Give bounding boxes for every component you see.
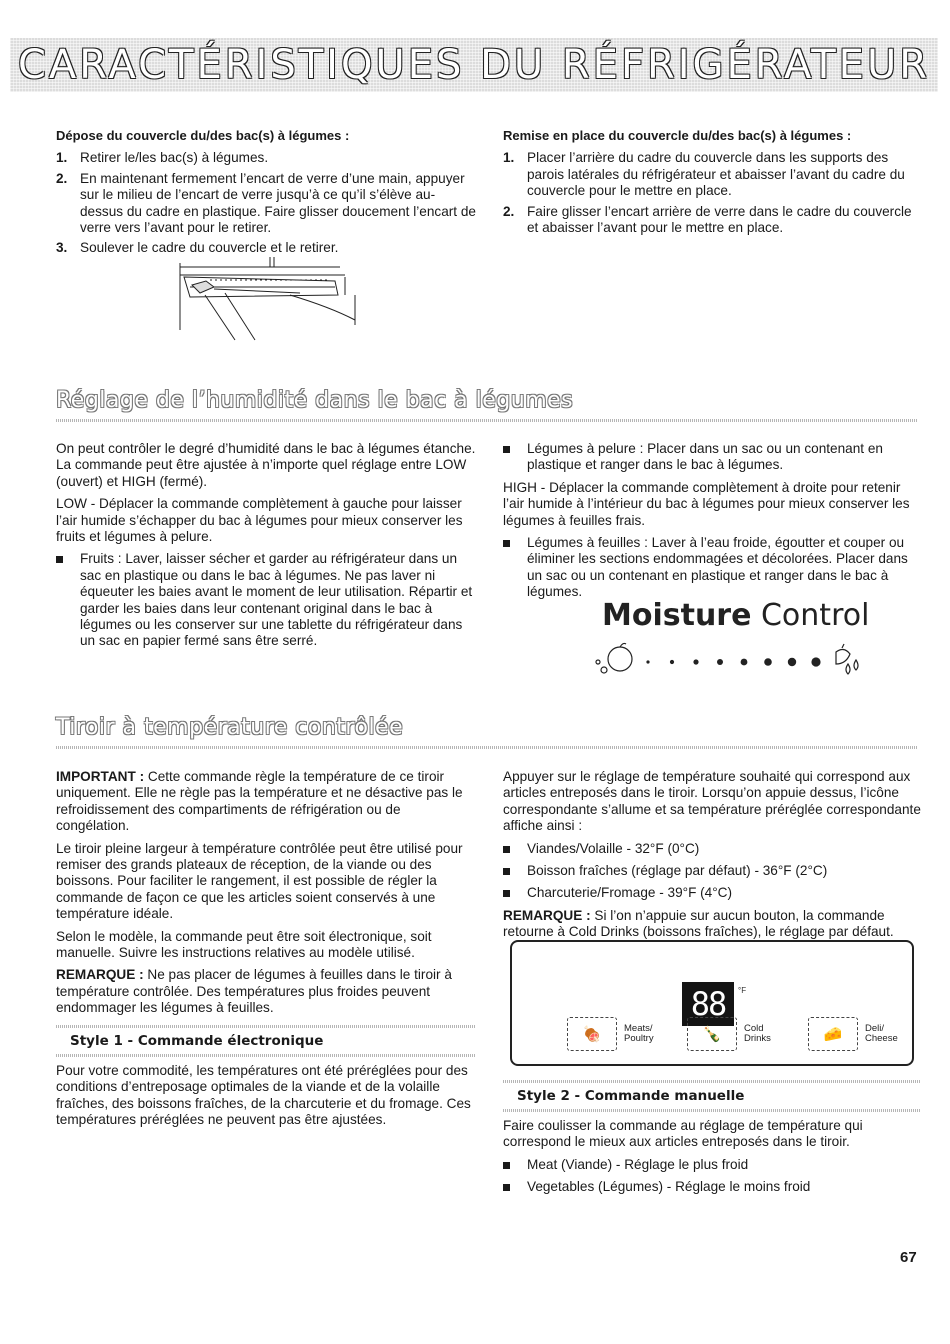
humidity-left-column bbox=[56, 441, 476, 656]
subsection-divider bbox=[56, 1025, 476, 1028]
humidity-low: LOW - Déplacer la commande complètement à gauche pour laisser l’air humide s’échapper du bac à légumes pour mieux conserver les fruits et légumes à pelure. bbox=[56, 496, 463, 545]
banner-title: CARACTÉRISTIQUES DU RÉFRIGÉRATEUR bbox=[17, 42, 931, 88]
list-item: Viandes/Volaille - 32°F (0°C) bbox=[503, 841, 921, 857]
meats-poultry-button[interactable] bbox=[567, 1017, 617, 1051]
style2-bullets bbox=[503, 1157, 921, 1196]
cover-removal-heading: Dépose du couvercle du/des bac(s) à légumes : bbox=[56, 128, 350, 143]
list-item: Vegetables (Légumes) - Réglage le moins froid bbox=[503, 1179, 921, 1195]
list-item: 3. Soulever le cadre du couvercle et le retirer. bbox=[56, 240, 339, 256]
temperature-unit: °F bbox=[738, 986, 747, 995]
subsection-divider bbox=[503, 1109, 921, 1112]
humidity-right-bullets-bottom bbox=[503, 535, 921, 601]
list-item: Boisson fraîches (réglage par défaut) - 36°F (2°C) bbox=[503, 863, 921, 879]
style2-text: Faire coulisser la commande au réglage de température qui correspond le mieux aux articles entreposés dans le tiroir. bbox=[503, 1118, 863, 1150]
style1-text-block bbox=[56, 1063, 476, 1135]
list-item: Charcuterie/Fromage - 39°F (4°C) bbox=[503, 885, 921, 901]
page-number: 67 bbox=[900, 1249, 917, 1266]
apple-icon bbox=[608, 647, 632, 671]
humidity-left-bullets bbox=[56, 551, 476, 649]
cover-removal-section bbox=[56, 128, 476, 261]
subsection-divider bbox=[503, 1080, 921, 1083]
list-item: 2. En maintenant fermement l’encart de verre d’une main, appuyer sur le milieu de l’encart de verre jusqu’à ce qu’il s’élève au-dessus du cadre en plastique. Faire glisser doucement l’encart de verre vers l’avant pour le retirer. bbox=[56, 170, 476, 236]
note2-paragraph: REMARQUE : Si l’on n’appuie sur aucun bouton, la commande retourne à Cold Drinks (boissons fraîches), le réglage par défaut. bbox=[503, 907, 894, 940]
drawer-left-column bbox=[56, 769, 476, 1023]
list-item: 2. Faire glisser l’encart arrière de verre dans le cadre du couvercle et abaisser l’avant pour le mettre en place. bbox=[503, 203, 912, 236]
section-divider bbox=[56, 746, 918, 749]
style2-heading: Style 2 - Commande manuelle bbox=[517, 1088, 745, 1104]
drawer-right-intro: Appuyer sur le réglage de température souhaité qui correspond aux articles entreposés dans le tiroir. Lorsqu’on appuie dessus, l’icône correspondante s’allume et sa température préréglée correspondante affiche ainsi : bbox=[503, 769, 921, 834]
drawer-paragraph: Le tiroir pleine largeur à température contrôlée peut être utilisé pour remiser des grands plateaux de réception, de la viande ou des boissons. Pour faciliter le rangement, il est possible de régler la commande de façon ce que les articles soient conservés à une température idéale. bbox=[56, 840, 463, 922]
list-item: 1. Placer l’arrière du cadre du couvercle dans les supports des parois latérales du réfrigérateur et abaisser l’avant du cadre du couvercle pour le mettre en place. bbox=[503, 150, 905, 199]
cover-replacement-heading: Remise en place du couvercle du/des bac(s) à légumes : bbox=[503, 128, 852, 143]
list-item: Meat (Viande) - Réglage le plus froid bbox=[503, 1157, 921, 1173]
humidity-high: HIGH - Déplacer la commande complètement à droite pour retenir l’air humide à l’intérieur du bac à légumes pour mieux conserver les légumes à feuilles frais. bbox=[503, 479, 910, 528]
cheese-icon: 🧀 bbox=[823, 1026, 843, 1043]
humidity-heading: Réglage de l’humidité dans le bac à légumes bbox=[56, 388, 574, 413]
subsection-divider bbox=[56, 1054, 476, 1057]
bottle-icon: 🍾 bbox=[702, 1026, 722, 1043]
deli-cheese-label: Deli/ Cheese bbox=[865, 1023, 898, 1044]
drawer-right-column bbox=[503, 769, 921, 947]
cover-replacement-section bbox=[503, 128, 921, 240]
crisper-cover-illustration bbox=[170, 255, 370, 370]
style2-text-block bbox=[503, 1118, 921, 1202]
drawer-heading: Tiroir à température contrôlée bbox=[56, 715, 404, 740]
note-paragraph: REMARQUE : Ne pas placer de légumes à feuilles dans le tiroir à température contrôlée. Des températures plus froides peuvent endommager les légumes à feuilles. bbox=[56, 967, 452, 1016]
list-item: Légumes à feuilles : Laver à l’eau froide, égoutter et couper ou éliminer les sections endommagées et décolorées. Placer dans un sac ou un contenant en plastique et ranger dans le bac à légumes. bbox=[503, 535, 921, 601]
meats-poultry-label: Meats/ Poultry bbox=[624, 1023, 654, 1044]
humidity-right-column bbox=[503, 441, 921, 607]
moisture-slider-graphic bbox=[592, 642, 882, 682]
drawer-paragraph: Selon le modèle, la commande peut être soit électronique, soit manuelle. Suivre les instructions relatives au modèle utilisé. bbox=[56, 928, 432, 961]
style1-heading: Style 1 - Commande électronique bbox=[70, 1033, 324, 1049]
cover-removal-steps bbox=[56, 150, 476, 256]
moisture-control-label: Moisture Control bbox=[602, 598, 870, 633]
temperature-control-panel bbox=[510, 940, 914, 1066]
preset-list bbox=[503, 841, 921, 902]
leaf-water-icon bbox=[836, 644, 858, 674]
temperature-display: 88 bbox=[682, 982, 734, 1026]
list-item: Légumes à pelure : Placer dans un sac ou un contenant en plastique et ranger dans le bac à légumes. bbox=[503, 441, 921, 474]
list-item: Fruits : Laver, laisser sécher et garder au réfrigérateur dans un sac en plastique ou dans le bac à légumes. Ne pas laver ni équeuter les baies avant le moment de leur utilisation. Répartir et garder les baies dans leur contenant original dans le bac à légumes ou les conserver sur une tablette du réfrigérateur dans un sac en papier fermé sans être serré. bbox=[56, 551, 476, 649]
important-paragraph: IMPORTANT : Cette commande règle la température de ce tiroir uniquement. Elle ne règle pas la température et ne désactive pas le refroidissement des compartiments de réfrigération ou de congélation. bbox=[56, 769, 463, 834]
cover-replacement-steps bbox=[503, 150, 921, 236]
cold-drinks-button[interactable] bbox=[687, 1017, 737, 1051]
section-divider bbox=[56, 419, 918, 422]
page-banner bbox=[10, 38, 938, 92]
cold-drinks-label: Cold Drinks bbox=[744, 1023, 771, 1044]
humidity-right-bullets-top bbox=[503, 441, 921, 474]
list-item: 1. Retirer le/les bac(s) à légumes. bbox=[56, 150, 269, 166]
humidity-intro: On peut contrôler le degré d’humidité dans le bac à légumes étanche. La commande peut être ajustée à n’importe quel réglage entre LOW (ouvert) et HIGH (fermé). bbox=[56, 441, 476, 489]
meat-icon: 🍖 bbox=[582, 1026, 602, 1043]
style1-text: Pour votre commodité, les températures ont été préréglées pour des conditions d’entreposage optimales de la viande et de la volaille fraîches, des boissons fraîches, de la charcuterie et du fromage. Ces températures préréglées ne peuvent pas être ajustées. bbox=[56, 1063, 471, 1128]
deli-cheese-button[interactable] bbox=[808, 1017, 858, 1051]
